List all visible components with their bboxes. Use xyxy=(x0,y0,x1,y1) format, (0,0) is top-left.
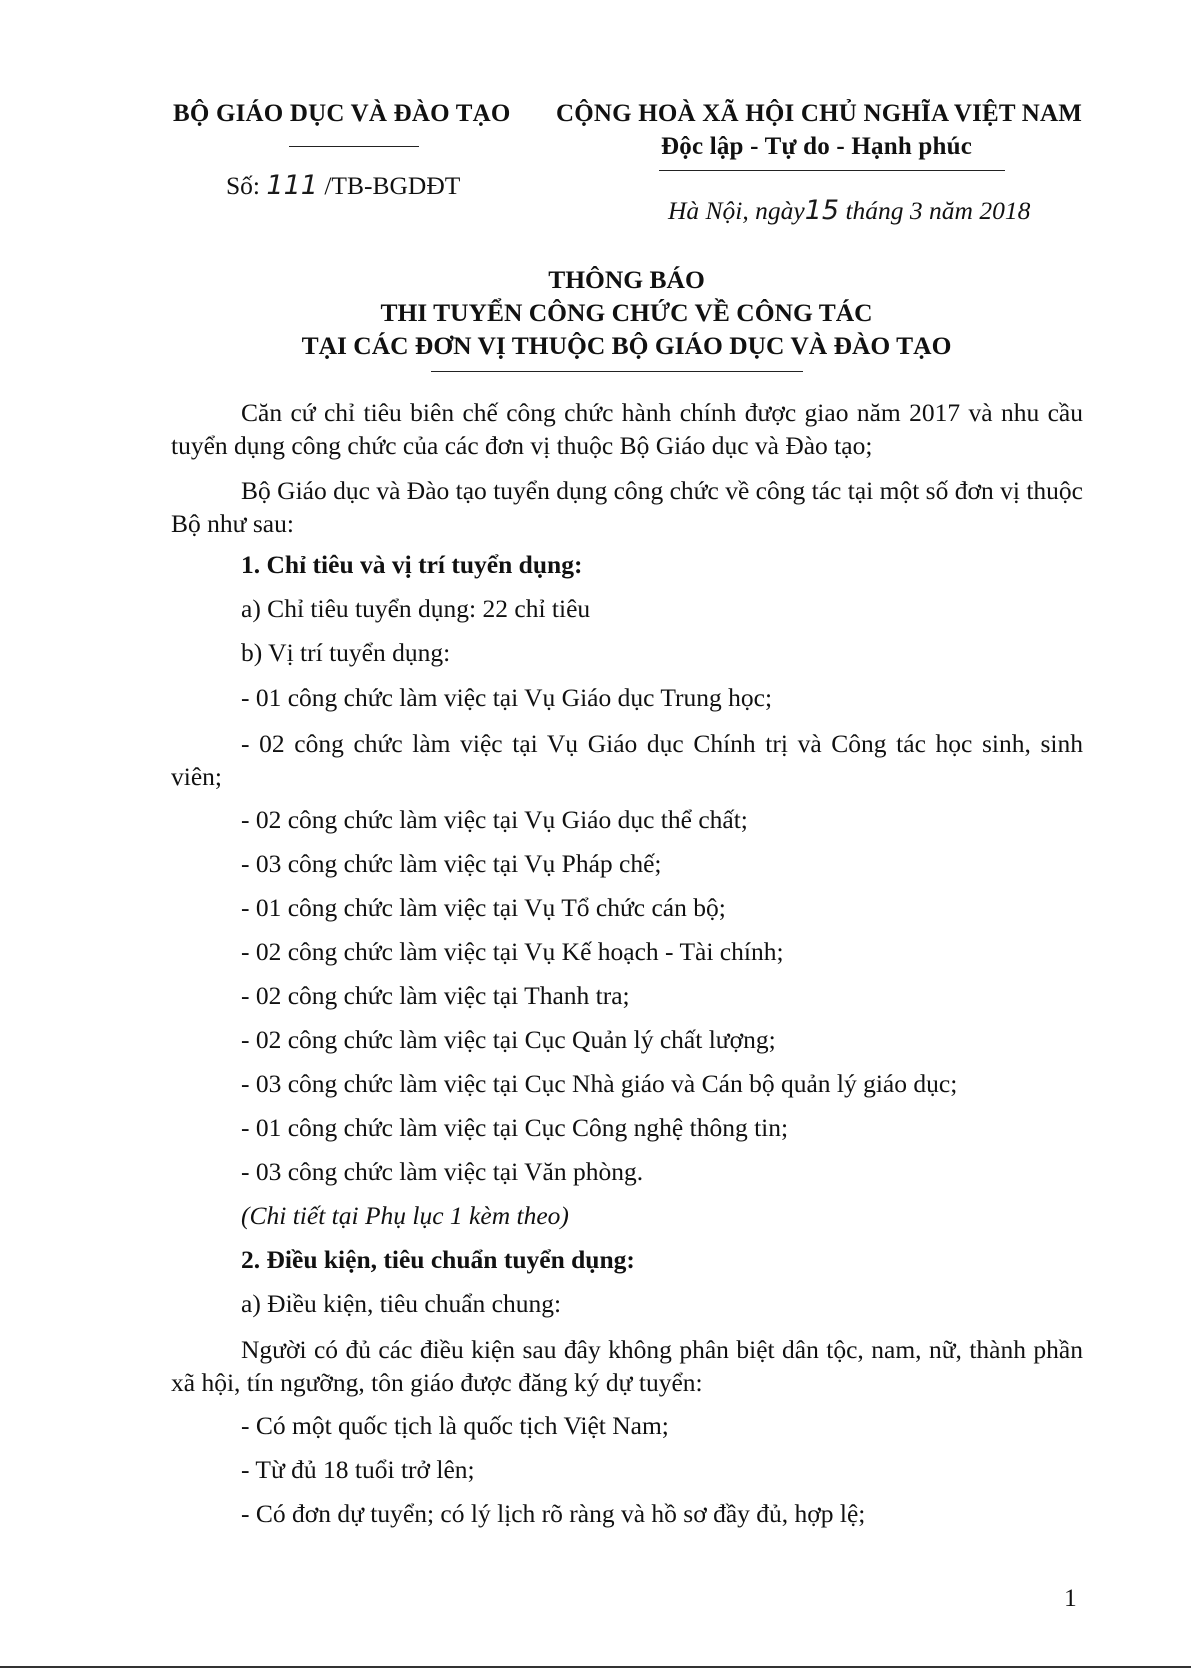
date-suffix: tháng 3 năm 2018 xyxy=(845,196,1031,225)
handwritten-number: 111 xyxy=(266,170,318,201)
paragraph-basis: Căn cứ chỉ tiêu biên chế công chức hành chính được giao năm 2017 và nhu cầu tuyển dụng công chức của các đơn vị thuộc Bộ Giáo dục và Đào tạo; xyxy=(171,398,1083,460)
condition-item: - Có đơn dự tuyển; có lý lịch rõ ràng và hồ sơ đầy đủ, hợp lệ; xyxy=(241,1499,866,1528)
ministry-name: BỘ GIÁO DỤC VÀ ĐÀO TẠO xyxy=(173,100,511,127)
number-prefix: Số: xyxy=(226,171,261,200)
position-item: - 01 công chức làm việc tại Cục Công nghệ thông tin; xyxy=(241,1113,789,1142)
condition-item: - Có một quốc tịch là quốc tịch Việt Nam; xyxy=(241,1411,669,1440)
position-item: - 02 công chức làm việc tại Vụ Kế hoạch - Tài chính; xyxy=(241,937,784,966)
position-item: - 02 công chức làm việc tại Vụ Giáo dục Chính trị và Công tác học sinh, sinh viên; xyxy=(171,729,1083,791)
appendix-note: (Chi tiết tại Phụ lục 1 kèm theo) xyxy=(241,1201,569,1230)
scan-bottom-edge xyxy=(0,1666,1191,1668)
position-item: - 01 công chức làm việc tại Vụ Giáo dục Trung học; xyxy=(241,683,773,712)
title-line-2: THI TUYỂN CÔNG CHỨC VỀ CÔNG TÁC xyxy=(380,298,873,327)
position-item: - 01 công chức làm việc tại Vụ Tổ chức cán bộ; xyxy=(241,893,726,922)
republic-name: CỘNG HOÀ XÃ HỘI CHỦ NGHĨA VIỆT NAM xyxy=(556,100,1083,127)
national-motto: Độc lập - Tự do - Hạnh phúc xyxy=(661,133,972,160)
position-item: - 02 công chức làm việc tại Cục Quản lý chất lượng; xyxy=(241,1025,776,1054)
quota-line: a) Chỉ tiêu tuyển dụng: 22 chỉ tiêu xyxy=(241,594,591,623)
page-number: 1 xyxy=(1064,1583,1077,1612)
position-item: - 03 công chức làm việc tại Cục Nhà giáo và Cán bộ quản lý giáo dục; xyxy=(241,1069,958,1098)
section-2-heading: 2. Điều kiện, tiêu chuẩn tuyển dụng: xyxy=(241,1245,635,1274)
date-prefix: Hà Nội, ngày xyxy=(668,196,805,225)
handwritten-day: 15 xyxy=(804,195,840,226)
ministry-underline xyxy=(289,146,419,147)
position-item: - 02 công chức làm việc tại Vụ Giáo dục thể chất; xyxy=(241,805,748,834)
position-item: - 03 công chức làm việc tại Vụ Pháp chế; xyxy=(241,849,662,878)
document-date xyxy=(668,194,1030,227)
paragraph-intro: Bộ Giáo dục và Đào tạo tuyển dụng công chức về công tác tại một số đơn vị thuộc Bộ như sau: xyxy=(171,476,1083,538)
paragraph-eligibility: Người có đủ các điều kiện sau đây không phân biệt dân tộc, nam, nữ, thành phần xã hội, tín ngưỡng, tôn giáo được đăng ký dự tuyển: xyxy=(171,1335,1083,1397)
positions-heading: b) Vị trí tuyển dụng: xyxy=(241,638,451,667)
title-line-1: THÔNG BÁO xyxy=(548,265,705,294)
section-1-heading: 1. Chỉ tiêu và vị trí tuyển dụng: xyxy=(241,550,583,579)
condition-item: - Từ đủ 18 tuổi trở lên; xyxy=(241,1455,475,1484)
motto-underline xyxy=(659,170,1005,171)
number-suffix: /TB-BGDĐT xyxy=(324,171,461,200)
general-conditions-heading: a) Điều kiện, tiêu chuẩn chung: xyxy=(241,1289,562,1318)
document-number xyxy=(226,169,460,202)
position-item: - 03 công chức làm việc tại Văn phòng. xyxy=(241,1157,644,1186)
position-item: - 02 công chức làm việc tại Thanh tra; xyxy=(241,981,630,1010)
title-underline xyxy=(431,371,803,372)
title-line-3: TẠI CÁC ĐƠN VỊ THUỘC BỘ GIÁO DỤC VÀ ĐÀO TẠO xyxy=(301,331,952,360)
